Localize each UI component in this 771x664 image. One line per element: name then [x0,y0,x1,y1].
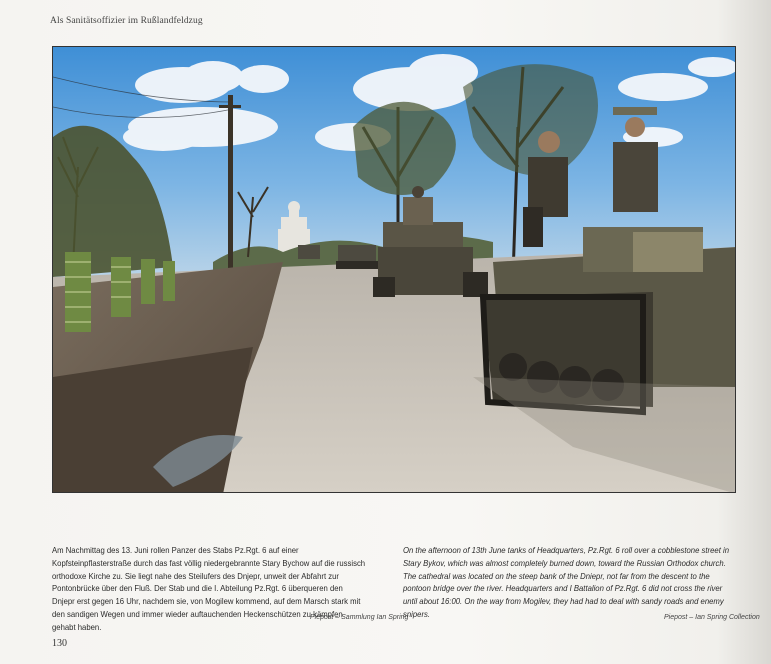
running-header: Als Sanitätsoffizier im Rußlandfeldzug [50,16,203,26]
photo-credit-english: Piepost – Ian Spring Collection [664,614,760,621]
caption-english: On the afternoon of 13th June tanks of Headquarters, Pz.Rgt. 6 roll over a cobblestone street in Stary Bykov, which was almost completely burned down, toward the Russian Orthodox church. The cathedral was located on the steep bank of the Dniepr, not far from the descent to the pontoon bridge over the river. Headquarters and I Battalion of Pz.Rgt. 6 did not cross the river until about 16:00. On the way from Mogilev, they had had to deal with sandy roads and enemy snipers. [403,545,729,619]
historical-photograph [52,46,736,493]
photo-credit-german: Piepost – Sammlung Ian Spring [310,614,409,621]
caption-german: Am Nachmittag des 13. Juni rollen Panzer des Stabs Pz.Rgt. 6 auf einer Kopfsteinpflasterstraße durch das fast völlig niedergebrannte Stary Bychow auf die russisch orthodoxe Kirche zu. Sie liegt nahe des Steilufers des Dnjepr, unweit der Abfahrt zur Pontonbrücke über den Fluß. Der Stab und die I. Abteilung Pz.Rgt. 6 überqueren den Dnjepr erst gegen 16 Uhr, nachdem sie, von Mogilew kommend, auf dem Marsch stark mit den sandigen Wegen und immer wieder auftauchenden Heckenschützen zu kämpfen gehabt haben. [52,545,366,632]
page-number: 130 [52,638,67,649]
